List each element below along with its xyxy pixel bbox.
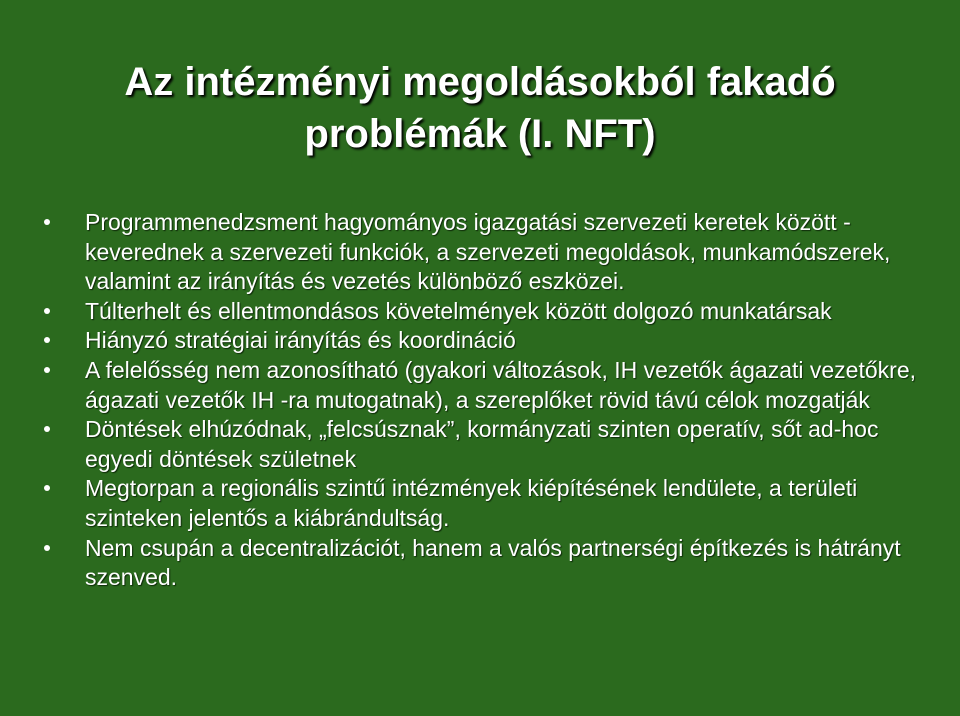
slide-title: [40, 56, 920, 160]
bullet-item: [44, 297, 944, 327]
bullet-text: Nem csupán a decentralizációt, hanem a valós partnerségi építkezés is hátrányt szenved.: [85, 534, 901, 591]
bullet-dot-icon: [44, 485, 50, 491]
bullet-dot-icon: [44, 545, 50, 551]
bullet-text: Hiányzó stratégiai irányítás és koordináció: [85, 327, 516, 354]
bullet-text: Programmenedzsment hagyományos igazgatási szervezeti keretek között - keverednek a szervezeti funkciók, a szervezeti megoldások, munkamódszerek, valamint az irányítás és vezetés különböző eszközei.: [85, 209, 891, 295]
bullet-dot-icon: [44, 219, 50, 225]
bullet-dot-icon: [44, 426, 50, 432]
bullet-text: Túlterhelt és ellentmondásos követelmények között dolgozó munkatársak: [85, 297, 832, 324]
bullet-dot-icon: [44, 337, 50, 343]
bullet-item: [44, 208, 944, 297]
bullet-text: Megtorpan a regionális szintű intézmények kiépítésének lendülete, a területi szinteken jelentős a kiábrándultság.: [85, 475, 858, 531]
slide-title-line-2: problémák (I. NFT): [304, 112, 656, 156]
bullet-dot-icon: [44, 308, 50, 314]
bullet-item: [44, 534, 944, 593]
bullet-text: Döntések elhúzódnak, „felcsúsznak”, kormányzati szinten operatív, sőt ad-hoc egyedi döntések születnek: [85, 416, 879, 472]
slide-title-line-1: Az intézményi megoldásokból fakadó: [124, 60, 836, 104]
bullet-item: [44, 326, 944, 356]
bullet-text: A felelősség nem azonosítható (gyakori változások, IH vezetők ágazati vezetőkre, ágazati vezetők IH -ra mutogatnak), a szereplőket rövid távú célok mozgatják: [85, 356, 916, 413]
bullet-item: [44, 415, 944, 474]
bullet-item: [44, 356, 944, 415]
bullet-list: [44, 208, 944, 593]
bullet-item: [44, 474, 944, 533]
bullet-dot-icon: [44, 367, 50, 373]
